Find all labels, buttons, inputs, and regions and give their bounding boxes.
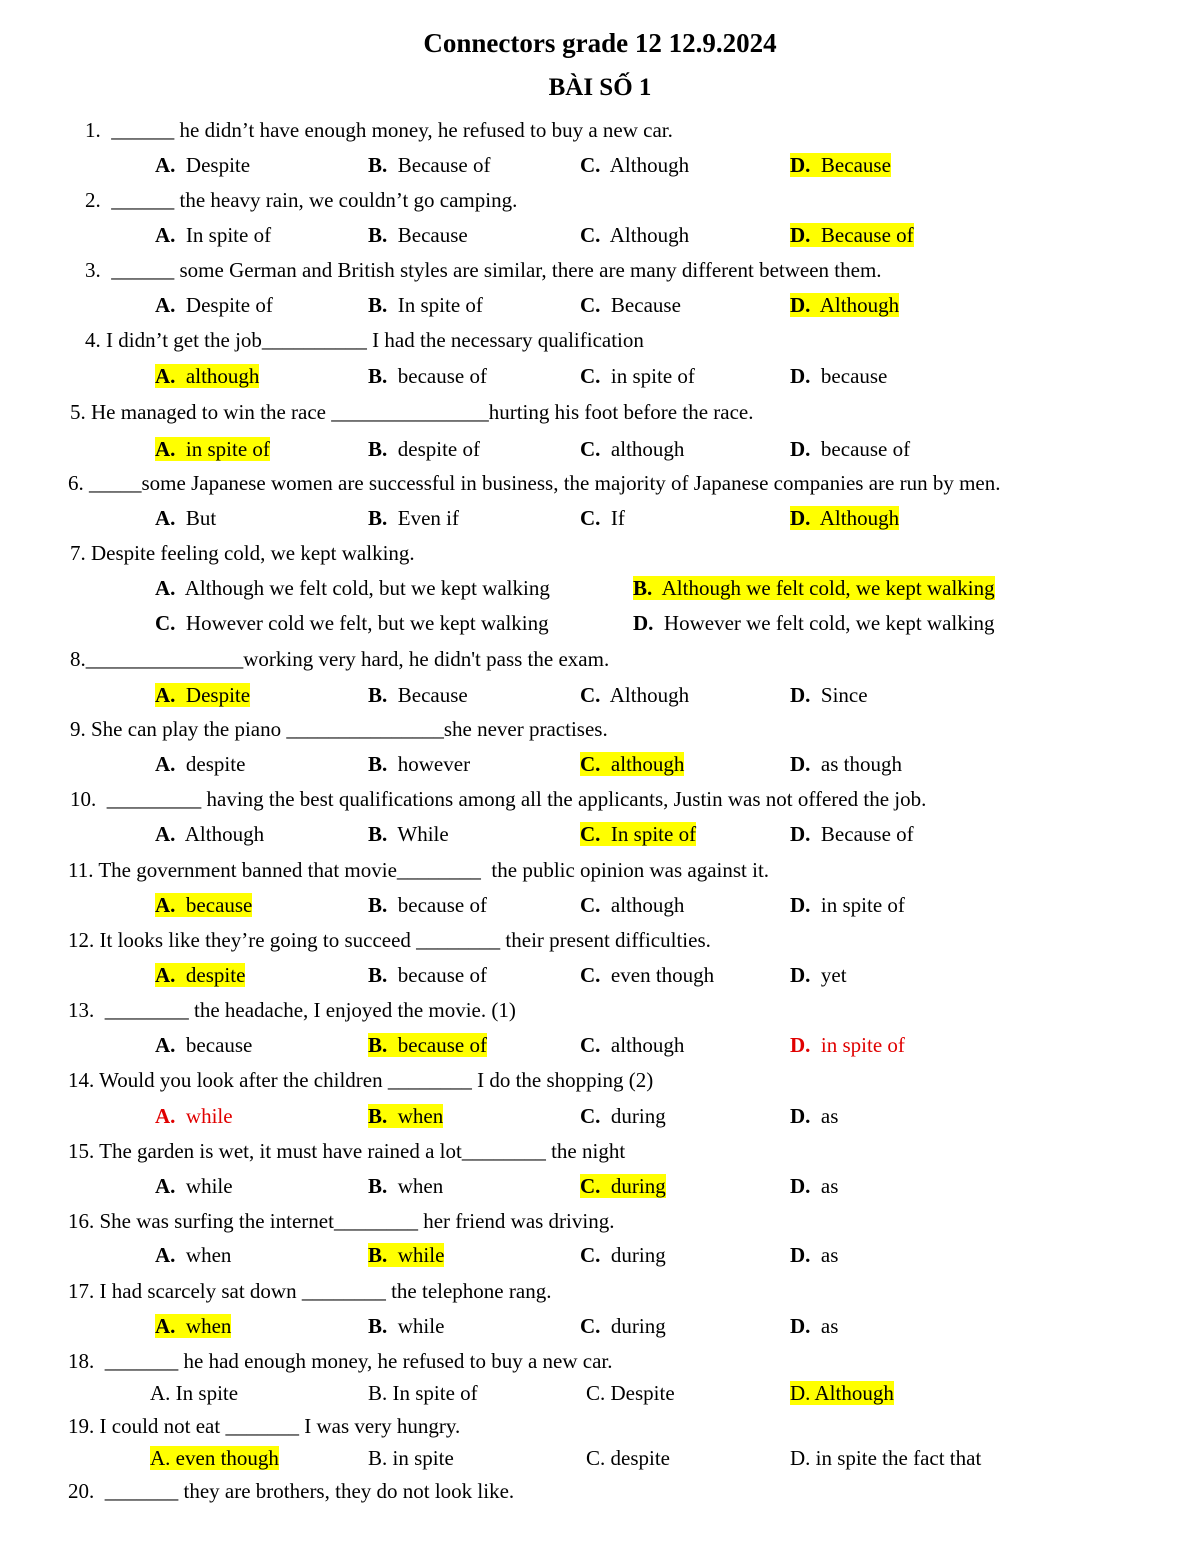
question-7-stem: 7. Despite feeling cold, we kept walking. [70, 541, 415, 565]
option-text: Despite of [185, 293, 273, 317]
option-text: Because [397, 223, 468, 247]
question-3-stem: 3. ______ some German and British styles are similar, there are many different between them. [85, 258, 882, 282]
question-2-option-d [790, 223, 914, 248]
option-text: because [820, 364, 888, 388]
option-text: even though [610, 963, 715, 987]
option-text: in spite of [610, 364, 695, 388]
option-letter: B. [368, 822, 388, 846]
option-text: despite of [397, 437, 480, 461]
option-text: while [397, 1314, 445, 1338]
option-letter: B. [368, 437, 388, 461]
question-11-option-d [790, 893, 905, 918]
option-text: However cold we felt, but we kept walking [185, 611, 549, 635]
question-18-stem: 18. _______ he had enough money, he refused to buy a new car. [68, 1349, 613, 1373]
option-letter: C. [580, 1314, 601, 1338]
question-15-option-c [580, 1174, 666, 1199]
option-text: despite [610, 1446, 670, 1470]
option-text: although [610, 437, 685, 461]
question-5-option-a [155, 437, 270, 462]
option-letter: D. [790, 683, 811, 707]
question-14-stem: 14. Would you look after the children ________ I do the shopping (2) [68, 1068, 654, 1092]
option-text: because of [820, 437, 911, 461]
option-text: in spite the fact that [815, 1446, 982, 1470]
question-7-option-d [633, 611, 995, 636]
question-6-option-a [155, 506, 216, 531]
question-18-option-a [150, 1381, 238, 1406]
option-letter: C. [586, 1446, 606, 1470]
option-text: Because of [397, 153, 491, 177]
option-letter: B. [368, 963, 388, 987]
question-16-stem: 16. She was surfing the internet________ her friend was driving. [68, 1209, 615, 1233]
option-text: Although [609, 153, 690, 177]
option-letter: C. [580, 822, 601, 846]
option-text: If [610, 506, 625, 530]
question-4-option-c [580, 364, 695, 389]
option-text: Since [820, 683, 868, 707]
question-8-option-b [368, 683, 468, 708]
option-text: in spite of [820, 893, 905, 917]
option-text: when [185, 1314, 232, 1338]
question-9-option-c [580, 752, 684, 777]
option-text: Although [609, 683, 690, 707]
question-18-option-b [368, 1381, 478, 1406]
option-letter: C. [580, 963, 601, 987]
option-text: because [185, 1033, 253, 1057]
option-text: although [185, 364, 260, 388]
question-13-option-c [580, 1033, 684, 1058]
question-4-option-b [368, 364, 487, 389]
option-letter: D. [790, 153, 811, 177]
option-letter: D. [790, 1381, 811, 1405]
option-text: during [610, 1104, 666, 1128]
question-17-stem: 17. I had scarcely sat down ________ the telephone rang. [68, 1279, 552, 1303]
option-text: In spite of [185, 223, 272, 247]
option-letter: C. [580, 506, 601, 530]
option-letter: D. [790, 437, 811, 461]
option-text: yet [820, 963, 847, 987]
option-letter: A. [155, 893, 176, 917]
option-letter: D. [790, 223, 811, 247]
option-letter: A. [155, 683, 176, 707]
option-letter: A. [155, 1243, 176, 1267]
option-letter: C. [580, 153, 601, 177]
option-letter: B. [368, 293, 388, 317]
option-letter: D. [790, 293, 811, 317]
question-12-option-b [368, 963, 487, 988]
option-letter: D. [790, 1446, 811, 1470]
option-letter: A. [155, 963, 176, 987]
option-letter: A. [155, 752, 176, 776]
question-16-option-b [368, 1243, 444, 1268]
option-text: Although we felt cold, we kept walking [661, 576, 995, 600]
question-19-stem: 19. I could not eat _______ I was very hungry. [68, 1414, 461, 1438]
option-letter: B. [368, 1243, 388, 1267]
question-2-stem: 2. ______ the heavy rain, we couldn’t go camping. [85, 188, 518, 212]
option-letter: C. [580, 1104, 601, 1128]
question-13-option-b [368, 1033, 487, 1058]
question-17-option-d [790, 1314, 838, 1339]
question-7-option-c [155, 611, 549, 636]
question-3-option-a [155, 293, 273, 318]
option-letter: B. [633, 576, 653, 600]
option-text: However we felt cold, we kept walking [663, 611, 995, 635]
option-letter: D. [790, 1174, 811, 1198]
option-text: despite [185, 752, 246, 776]
question-1-stem: 1. ______ he didn’t have enough money, he refused to buy a new car. [85, 118, 673, 142]
option-text: in spite of [185, 437, 270, 461]
option-letter: B. [368, 752, 388, 776]
option-text: in spite of [820, 1033, 905, 1057]
option-text: Even if [397, 506, 459, 530]
option-text: while [185, 1174, 233, 1198]
question-4-option-a [155, 364, 259, 389]
option-text: while [397, 1243, 445, 1267]
option-text: as though [820, 752, 902, 776]
option-letter: C. [155, 611, 176, 635]
option-text: while [185, 1104, 233, 1128]
option-text: because of [397, 893, 487, 917]
question-1-option-b [368, 153, 490, 178]
question-10-option-d [790, 822, 914, 847]
question-5-stem: 5. He managed to win the race _______________hurting his foot before the race. [70, 400, 754, 424]
question-9-option-d [790, 752, 902, 777]
option-letter: D. [790, 364, 811, 388]
option-text: although [610, 752, 685, 776]
option-text: Although [184, 822, 265, 846]
option-text: Because [820, 153, 891, 177]
option-letter: B. [368, 1033, 388, 1057]
option-letter: B. [368, 1381, 388, 1405]
option-text: Because [610, 293, 681, 317]
option-text: however [397, 752, 471, 776]
option-text: In spite of [610, 822, 697, 846]
option-text: when [185, 1243, 232, 1267]
option-letter: A. [155, 223, 176, 247]
option-letter: B. [368, 683, 388, 707]
option-letter: C. [580, 223, 601, 247]
question-19-option-a [150, 1446, 279, 1471]
option-letter: A. [155, 1314, 176, 1338]
option-text: although [610, 1033, 685, 1057]
option-letter: A. [155, 1033, 176, 1057]
page-subtitle: BÀI SỐ 1 [548, 74, 652, 101]
question-19-option-b [368, 1446, 454, 1471]
question-10-option-c [580, 822, 696, 847]
option-text: While [397, 822, 449, 846]
option-letter: C. [580, 893, 601, 917]
question-13-option-d [790, 1033, 905, 1058]
question-5-option-b [368, 437, 480, 462]
question-14-option-a [155, 1104, 233, 1129]
question-11-option-a [155, 893, 252, 918]
option-text: In spite [175, 1381, 239, 1405]
option-letter: D. [790, 1243, 811, 1267]
option-letter: B. [368, 506, 388, 530]
option-letter: B. [368, 893, 388, 917]
option-text: when [397, 1174, 444, 1198]
option-letter: B. [368, 153, 388, 177]
option-text: Because [397, 683, 468, 707]
option-letter: A. [155, 364, 176, 388]
option-letter: A. [150, 1446, 171, 1470]
question-17-option-b [368, 1314, 444, 1339]
option-text: Although [819, 293, 900, 317]
question-12-stem: 12. It looks like they’re going to succeed ________ their present difficulties. [68, 928, 711, 952]
question-17-option-c [580, 1314, 666, 1339]
question-4-stem: 4. I didn’t get the job__________ I had the necessary qualification [85, 328, 644, 352]
question-9-option-b [368, 752, 470, 777]
option-text: even though [175, 1446, 279, 1470]
option-text: during [610, 1174, 666, 1198]
option-letter: D. [633, 611, 654, 635]
question-10-stem: 10. _________ having the best qualifications among all the applicants, Justin was not offered the job. [70, 787, 927, 811]
option-letter: D. [790, 1104, 811, 1128]
option-text: despite [185, 963, 246, 987]
question-19-option-c [586, 1446, 670, 1471]
question-1-option-c [580, 153, 689, 178]
option-text: because of [397, 1033, 487, 1057]
option-text: during [610, 1314, 666, 1338]
option-text: Although [819, 506, 900, 530]
option-text: as [820, 1104, 839, 1128]
question-13-stem: 13. ________ the headache, I enjoyed the movie. (1) [68, 998, 516, 1022]
option-text: Despite [185, 683, 251, 707]
option-text: as [820, 1174, 839, 1198]
question-14-option-c [580, 1104, 666, 1129]
question-10-option-b [368, 822, 449, 847]
question-16-option-a [155, 1243, 231, 1268]
option-text: because of [397, 364, 487, 388]
option-text: because [185, 893, 253, 917]
option-letter: D. [790, 752, 811, 776]
question-11-option-b [368, 893, 487, 918]
option-letter: A. [155, 506, 176, 530]
question-3-option-c [580, 293, 681, 318]
option-text: as [820, 1243, 839, 1267]
question-5-option-c [580, 437, 684, 462]
option-letter: C. [580, 683, 601, 707]
option-text: In spite of [392, 1381, 478, 1405]
question-11-option-c [580, 893, 684, 918]
option-text: In spite of [397, 293, 483, 317]
question-10-option-a [155, 822, 264, 847]
option-text: when [397, 1104, 444, 1128]
question-20-stem: 20. _______ they are brothers, they do not look like. [68, 1479, 515, 1503]
option-letter: C. [580, 364, 601, 388]
option-letter: A. [155, 293, 176, 317]
question-5-option-d [790, 437, 910, 462]
question-7-option-b [633, 576, 995, 601]
option-letter: C. [580, 1243, 601, 1267]
option-letter: B. [368, 223, 388, 247]
question-9-option-a [155, 752, 245, 777]
question-8-stem: 8._______________working very hard, he didn't pass the exam. [70, 647, 610, 671]
question-2-option-c [580, 223, 689, 248]
option-letter: A. [155, 153, 176, 177]
question-3-option-b [368, 293, 483, 318]
option-letter: C. [580, 1174, 601, 1198]
option-letter: D. [790, 822, 811, 846]
question-2-option-b [368, 223, 468, 248]
option-text: because of [397, 963, 487, 987]
option-letter: A. [155, 1104, 176, 1128]
question-14-option-b [368, 1104, 443, 1129]
question-6-stem: 6. _____some Japanese women are successful in business, the majority of Japanese companies are run by men. [68, 471, 1001, 495]
question-4-option-d [790, 364, 887, 389]
question-8-option-a [155, 683, 250, 708]
option-letter: D. [790, 506, 811, 530]
option-text: during [610, 1243, 666, 1267]
option-text: Although we felt cold, but we kept walking [184, 576, 550, 600]
option-text: in spite [392, 1446, 454, 1470]
question-17-option-a [155, 1314, 231, 1339]
option-text: Although [814, 1381, 894, 1405]
option-letter: C. [580, 293, 601, 317]
question-13-option-a [155, 1033, 252, 1058]
page-title: Connectors grade 12 12.9.2024 [423, 28, 777, 58]
question-9-stem: 9. She can play the piano _______________she never practises. [70, 717, 608, 741]
question-11-stem: 11. The government banned that movie________ the public opinion was against it. [68, 858, 770, 882]
option-letter: D. [790, 963, 811, 987]
option-letter: D. [790, 1314, 811, 1338]
option-letter: D. [790, 893, 811, 917]
question-1-option-d [790, 153, 891, 178]
option-letter: B. [368, 1446, 388, 1470]
option-text: as [820, 1314, 839, 1338]
option-text: Because of [820, 822, 914, 846]
question-15-stem: 15. The garden is wet, it must have rained a lot________ the night [68, 1139, 626, 1163]
question-2-option-a [155, 223, 271, 248]
question-6-option-c [580, 506, 625, 531]
option-letter: C. [580, 752, 601, 776]
option-letter: B. [368, 1104, 388, 1128]
question-18-option-d [790, 1381, 894, 1406]
option-letter: B. [368, 1174, 388, 1198]
question-6-option-b [368, 506, 459, 531]
option-letter: C. [580, 1033, 601, 1057]
question-7-option-a [155, 576, 550, 601]
option-letter: B. [368, 1314, 388, 1338]
option-text: Although [609, 223, 690, 247]
question-15-option-a [155, 1174, 233, 1199]
question-3-option-d [790, 293, 899, 318]
question-16-option-c [580, 1243, 666, 1268]
option-text: although [610, 893, 685, 917]
question-15-option-b [368, 1174, 443, 1199]
question-14-option-d [790, 1104, 838, 1129]
option-text: Despite [610, 1381, 675, 1405]
question-12-option-c [580, 963, 714, 988]
question-1-option-a [155, 153, 250, 178]
option-letter: C. [586, 1381, 606, 1405]
question-16-option-d [790, 1243, 838, 1268]
option-letter: A. [155, 437, 176, 461]
option-letter: C. [580, 437, 601, 461]
option-letter: A. [155, 576, 176, 600]
question-12-option-a [155, 963, 245, 988]
option-letter: A. [150, 1381, 171, 1405]
question-8-option-d [790, 683, 868, 708]
option-text: But [185, 506, 217, 530]
question-6-option-d [790, 506, 899, 531]
question-18-option-c [586, 1381, 675, 1406]
question-19-option-d [790, 1446, 981, 1471]
question-15-option-d [790, 1174, 838, 1199]
question-12-option-d [790, 963, 847, 988]
option-letter: D. [790, 1033, 811, 1057]
option-letter: A. [155, 822, 176, 846]
option-text: Despite [185, 153, 251, 177]
option-letter: A. [155, 1174, 176, 1198]
option-letter: B. [368, 364, 388, 388]
question-8-option-c [580, 683, 689, 708]
option-text: Because of [820, 223, 914, 247]
